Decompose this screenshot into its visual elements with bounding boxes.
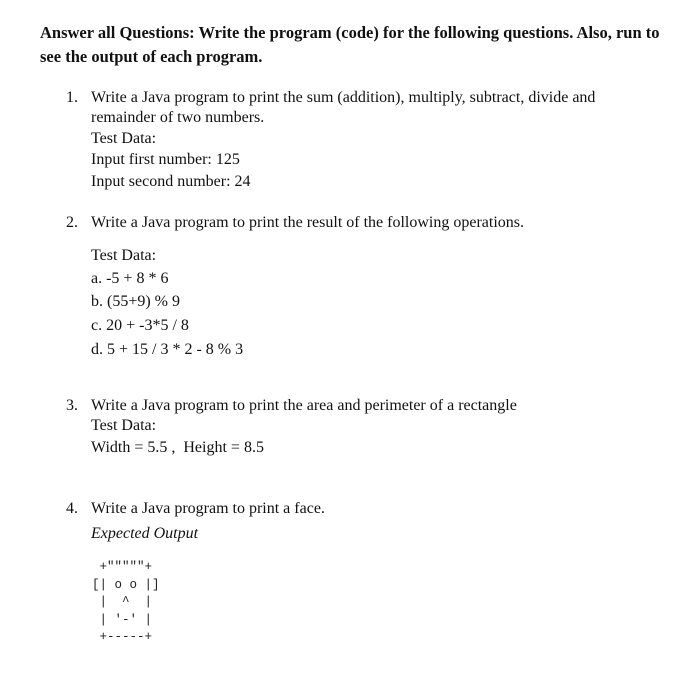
- question-2-data-line: d. 5 + 15 / 3 * 2 - 8 % 3: [91, 341, 244, 358]
- instructions-heading: Answer all Questions: Write the program (code) for the following questions. Also, run to see the output of each program.: [40, 23, 660, 66]
- question-3-data-line: Width = 5.5 , Height = 8.5: [91, 439, 264, 456]
- question-2-text: Write a Java program to print the result of the following operations.: [91, 214, 525, 231]
- question-2-data-line: a. -5 + 8 * 6: [91, 270, 169, 287]
- face-line: +"""""+: [92, 560, 153, 574]
- question-1-number: 1.: [66, 89, 78, 106]
- question-3-test-label: Test Data:: [91, 417, 157, 434]
- question-1-text-line-2: remainder of two numbers.: [91, 109, 265, 126]
- face-line: | ^ |: [92, 595, 153, 609]
- question-1-test-label: Test Data:: [91, 130, 157, 147]
- face-line: +-----+: [92, 630, 153, 644]
- question-2-data-line: b. (55+9) % 9: [91, 293, 181, 310]
- face-line: | '-' |: [92, 612, 153, 627]
- ascii-face-output: [92, 559, 160, 647]
- question-1-data-line: Input first number: 125: [91, 151, 240, 168]
- question-1-text-line-1: Write a Java program to print the sum (addition), multiply, subtract, divide and: [91, 89, 596, 106]
- question-4-number: 4.: [66, 500, 78, 517]
- question-4-expected-label: Expected Output: [91, 525, 199, 542]
- question-2-data-line: c. 20 + -3*5 / 8: [91, 317, 189, 334]
- question-3-text: Write a Java program to print the area and perimeter of a rectangle: [91, 397, 517, 414]
- question-1-data-line: Input second number: 24: [91, 173, 251, 190]
- question-4-text: Write a Java program to print a face.: [91, 500, 325, 517]
- face-line: [| o o |]: [92, 577, 160, 592]
- question-2-number: 2.: [66, 214, 78, 231]
- question-3-number: 3.: [66, 397, 78, 414]
- question-2-test-label: Test Data:: [91, 247, 157, 264]
